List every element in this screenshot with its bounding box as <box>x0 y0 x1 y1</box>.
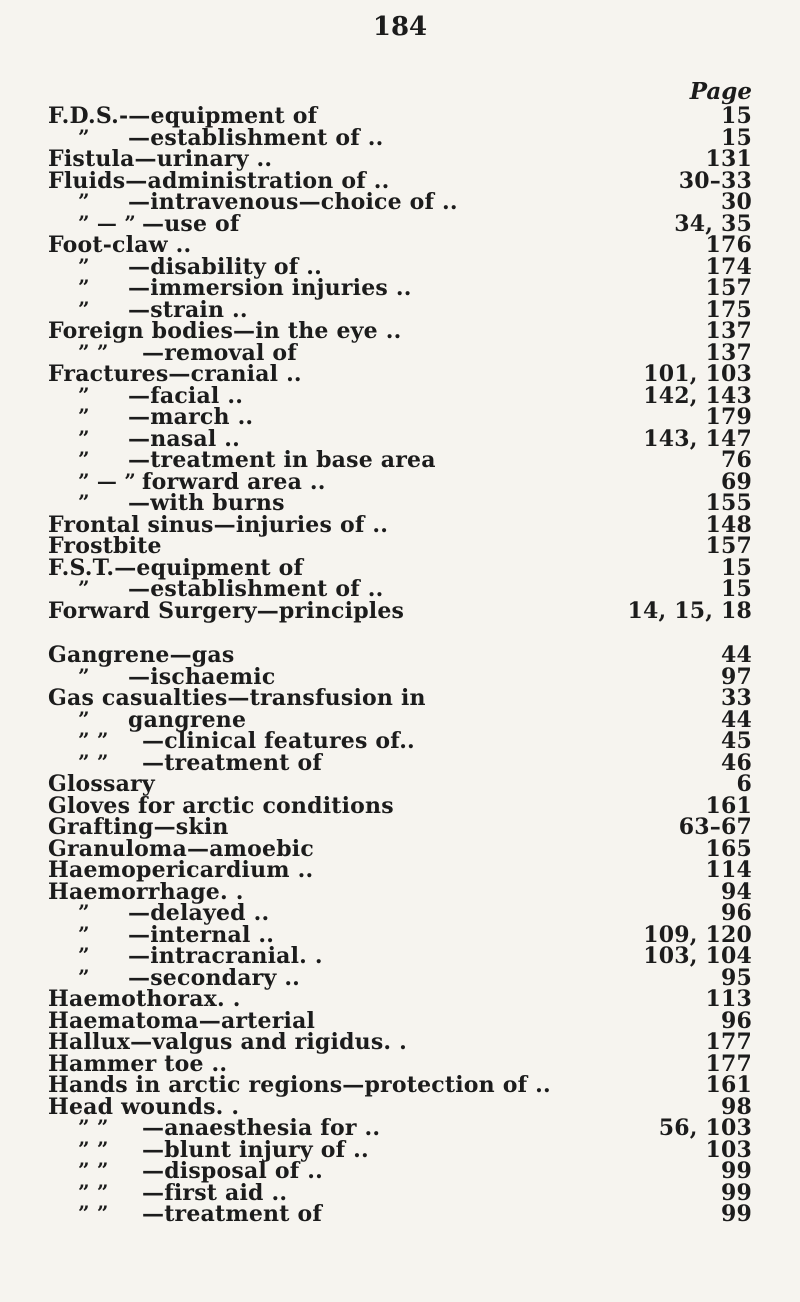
ditto-mark: ” ” <box>78 728 109 752</box>
index-entry <box>0 576 800 602</box>
entry-page: 103 <box>705 1136 752 1163</box>
entry-page: 179 <box>705 404 752 430</box>
ditto-mark: ” <box>78 706 90 731</box>
entry-text: Frontal sinus—injuries of .. <box>48 511 389 538</box>
entry-text: Gas casualties—transfusion in <box>48 685 426 711</box>
entry-text: Haemorrhage. . <box>48 878 244 905</box>
entry-page: 76 <box>720 447 752 473</box>
entry-text: Head wounds. . <box>48 1093 240 1120</box>
ditto-mark: ” ” <box>78 1201 109 1225</box>
index-entries <box>0 103 800 1227</box>
entry-page: 177 <box>705 1050 752 1077</box>
ditto-mark: ” <box>78 490 90 514</box>
entry-page: 33 <box>720 685 752 711</box>
entry-page: 137 <box>705 339 752 366</box>
index-entry <box>0 1158 800 1184</box>
entry-text: Fistula—urinary .. <box>48 146 273 172</box>
index-entry <box>0 533 800 559</box>
entry-page: 143, 147 <box>643 425 752 452</box>
entry-page: 161 <box>705 1072 752 1098</box>
entry-page: 148 <box>705 511 752 538</box>
ditto-mark: ” <box>78 253 90 278</box>
entry-text: Hands in arctic regions—protection of .. <box>48 1072 551 1098</box>
ditto-mark: ” ” <box>78 1136 109 1161</box>
ditto-mark: ” <box>78 296 90 321</box>
ditto-mark: ” <box>78 900 90 924</box>
entry-page: 142, 143 <box>643 382 752 409</box>
index-entry <box>0 597 800 624</box>
entry-text: Fluids—administration of .. <box>48 167 390 194</box>
index-entry <box>0 1007 800 1034</box>
index-entry <box>0 124 800 151</box>
entry-page: 45 <box>720 728 752 754</box>
ditto-mark: ” <box>78 124 90 149</box>
ditto-mark: ” ” <box>78 749 109 774</box>
entry-page: 109, 120 <box>643 921 752 948</box>
entry-text: Foot-claw .. <box>48 232 192 258</box>
ditto-mark: ” <box>78 404 90 428</box>
entry-text: Hammer toe .. <box>48 1050 228 1077</box>
index-entry <box>0 318 800 344</box>
index-entry <box>0 771 800 797</box>
index-entry <box>0 1136 800 1163</box>
index-entry <box>0 835 800 862</box>
index-entry <box>0 404 800 430</box>
page-column-heading: Page <box>689 78 752 105</box>
entry-text: F.S.T.—equipment of <box>48 554 304 581</box>
entry-text: —anaesthesia for .. <box>142 1115 381 1141</box>
index-entry <box>0 1029 800 1055</box>
index-entry <box>0 210 800 237</box>
entry-page: 137 <box>705 318 752 344</box>
index-entry <box>0 728 800 754</box>
index-entry <box>0 554 800 581</box>
entry-page: 95 <box>720 964 752 991</box>
index-entry <box>0 964 800 991</box>
entry-text: —nasal .. <box>128 425 241 452</box>
entry-page: 103, 104 <box>643 943 752 969</box>
index-entry <box>0 232 800 258</box>
entry-text: —internal .. <box>128 921 275 948</box>
entry-page: 15 <box>720 554 752 581</box>
entry-text: —immersion injuries .. <box>128 275 412 301</box>
entry-text: gangrene <box>128 706 247 733</box>
entry-text: Foreign bodies—in the eye .. <box>48 318 402 344</box>
entry-page: 15 <box>720 576 752 602</box>
entry-page: 63–67 <box>678 814 752 840</box>
entry-text: Haematoma—arterial <box>48 1007 316 1034</box>
index-entry <box>0 425 800 452</box>
entry-text: —facial .. <box>128 382 244 409</box>
index-entry <box>0 468 800 495</box>
ditto-mark: ” <box>78 663 90 688</box>
index-entry <box>0 921 800 948</box>
entry-text: —march .. <box>128 404 254 430</box>
entry-page: 44 <box>720 706 752 733</box>
entry-page: 15 <box>720 124 752 151</box>
entry-page: 113 <box>705 986 752 1012</box>
entry-page: 155 <box>705 490 752 516</box>
index-entry <box>0 642 800 668</box>
entry-text: —with burns <box>128 490 285 516</box>
entry-text: —removal of <box>142 339 297 366</box>
entry-page: 94 <box>720 878 752 905</box>
entry-page: 30 <box>720 189 752 215</box>
index-entry <box>0 1179 800 1206</box>
entry-page: 6 <box>736 771 752 797</box>
index-entry <box>0 382 800 409</box>
entry-text: Gloves for arctic conditions <box>48 792 394 819</box>
index-entry <box>0 792 800 819</box>
entry-page: 165 <box>705 835 752 862</box>
entry-text: —treatment of <box>142 749 322 776</box>
entry-page: 131 <box>705 146 752 172</box>
entry-text: —ischaemic <box>128 663 276 690</box>
ditto-mark: ” <box>78 275 90 299</box>
index-entry <box>0 146 800 172</box>
entry-page: 157 <box>705 533 752 559</box>
index-entry <box>0 275 800 301</box>
entry-text: Forward Surgery—principles <box>48 597 405 624</box>
index-entry <box>0 103 800 129</box>
entry-text: —intracranial. . <box>128 943 323 969</box>
entry-text: Glossary <box>48 771 155 797</box>
ditto-mark: ” <box>78 964 90 989</box>
entry-text: —establishment of .. <box>128 124 384 151</box>
entry-text: —secondary .. <box>128 964 301 991</box>
index-entry <box>0 814 800 840</box>
index-entry <box>0 663 800 690</box>
entry-text: —use of <box>142 210 240 237</box>
entry-text: Granuloma—amoebic <box>48 835 314 862</box>
entry-page: 174 <box>705 253 752 280</box>
entry-page: 161 <box>705 792 752 819</box>
ditto-mark: ” ” <box>78 339 109 364</box>
index-entry <box>0 511 800 538</box>
entry-page: 15 <box>720 103 752 129</box>
index-entry <box>0 878 800 905</box>
index-entry <box>0 447 800 473</box>
index-entry <box>0 706 800 733</box>
index-entry <box>0 490 800 516</box>
entry-text: —treatment in base area <box>128 447 436 473</box>
entry-page: 99 <box>720 1201 752 1227</box>
index-entry <box>0 167 800 194</box>
entry-page: 99 <box>720 1158 752 1184</box>
index-entry <box>0 943 800 969</box>
index-entry <box>0 1201 800 1227</box>
entry-page: 34, 35 <box>674 210 752 237</box>
entry-page: 99 <box>720 1179 752 1206</box>
entry-text: —clinical features of.. <box>142 728 415 754</box>
entry-page: 56, 103 <box>658 1115 752 1141</box>
entry-page: 176 <box>705 232 752 258</box>
entry-text: Fractures—cranial .. <box>48 361 302 387</box>
entry-text: Haemopericardium .. <box>48 857 314 883</box>
entry-page: 98 <box>720 1093 752 1120</box>
entry-text: Haemothorax. . <box>48 986 241 1012</box>
index-entry <box>0 1072 800 1098</box>
index-entry <box>0 1115 800 1141</box>
entry-text: —delayed .. <box>128 900 270 926</box>
ditto-mark: ” <box>78 943 90 967</box>
ditto-mark: ” — ” <box>78 210 136 235</box>
index-entry <box>0 900 800 926</box>
ditto-mark: ” <box>78 921 90 946</box>
entry-text: —blunt injury of .. <box>142 1136 369 1163</box>
entry-page: 114 <box>705 857 752 883</box>
entry-page: 69 <box>720 468 752 495</box>
entry-text: —intravenous—choice of .. <box>128 189 458 215</box>
entry-text: —disposal of .. <box>142 1158 323 1184</box>
entry-page: 101, 103 <box>643 361 752 387</box>
ditto-mark: ” <box>78 425 90 450</box>
entry-page: 30–33 <box>678 167 752 194</box>
entry-text: Grafting—skin <box>48 814 229 840</box>
ditto-mark: ” <box>78 576 90 600</box>
ditto-mark: ” — ” <box>78 468 136 493</box>
entry-page: 96 <box>720 1007 752 1034</box>
entry-text: Gangrene—gas <box>48 642 235 668</box>
entry-page: 97 <box>720 663 752 690</box>
ditto-mark: ” ” <box>78 1115 109 1139</box>
index-entry <box>0 296 800 323</box>
entry-page: 175 <box>705 296 752 323</box>
entry-page: 46 <box>720 749 752 776</box>
page-number: 184 <box>372 12 428 42</box>
entry-text: —disability of .. <box>128 253 322 280</box>
entry-text: —treatment of <box>142 1201 322 1227</box>
index-entry <box>0 339 800 366</box>
index-entry <box>0 857 800 883</box>
ditto-mark: ” <box>78 189 90 213</box>
entry-text: Hallux—valgus and rigidus. . <box>48 1029 408 1055</box>
entry-page: 96 <box>720 900 752 926</box>
index-entry <box>0 361 800 387</box>
ditto-mark: ” <box>78 447 90 471</box>
index-entry <box>0 189 800 215</box>
entry-text: —first aid .. <box>142 1179 288 1206</box>
entry-page: 177 <box>705 1029 752 1055</box>
ditto-mark: ” ” <box>78 1179 109 1204</box>
entry-text: forward area .. <box>142 468 326 495</box>
ditto-mark: ” ” <box>78 1158 109 1182</box>
index-entry <box>0 253 800 280</box>
index-entry <box>0 1093 800 1120</box>
entry-text: Frostbite <box>48 533 162 559</box>
index-entry <box>0 685 800 711</box>
index-entry <box>0 749 800 776</box>
entry-text: —strain .. <box>128 296 248 323</box>
entry-page: 157 <box>705 275 752 301</box>
entry-page: 14, 15, 18 <box>627 597 752 624</box>
ditto-mark: ” <box>78 382 90 407</box>
entry-text: —establishment of .. <box>128 576 384 602</box>
entry-text: F.D.S.-—equipment of <box>48 103 318 129</box>
index-entry <box>0 1050 800 1077</box>
entry-page: 44 <box>720 642 752 668</box>
index-entry <box>0 986 800 1012</box>
